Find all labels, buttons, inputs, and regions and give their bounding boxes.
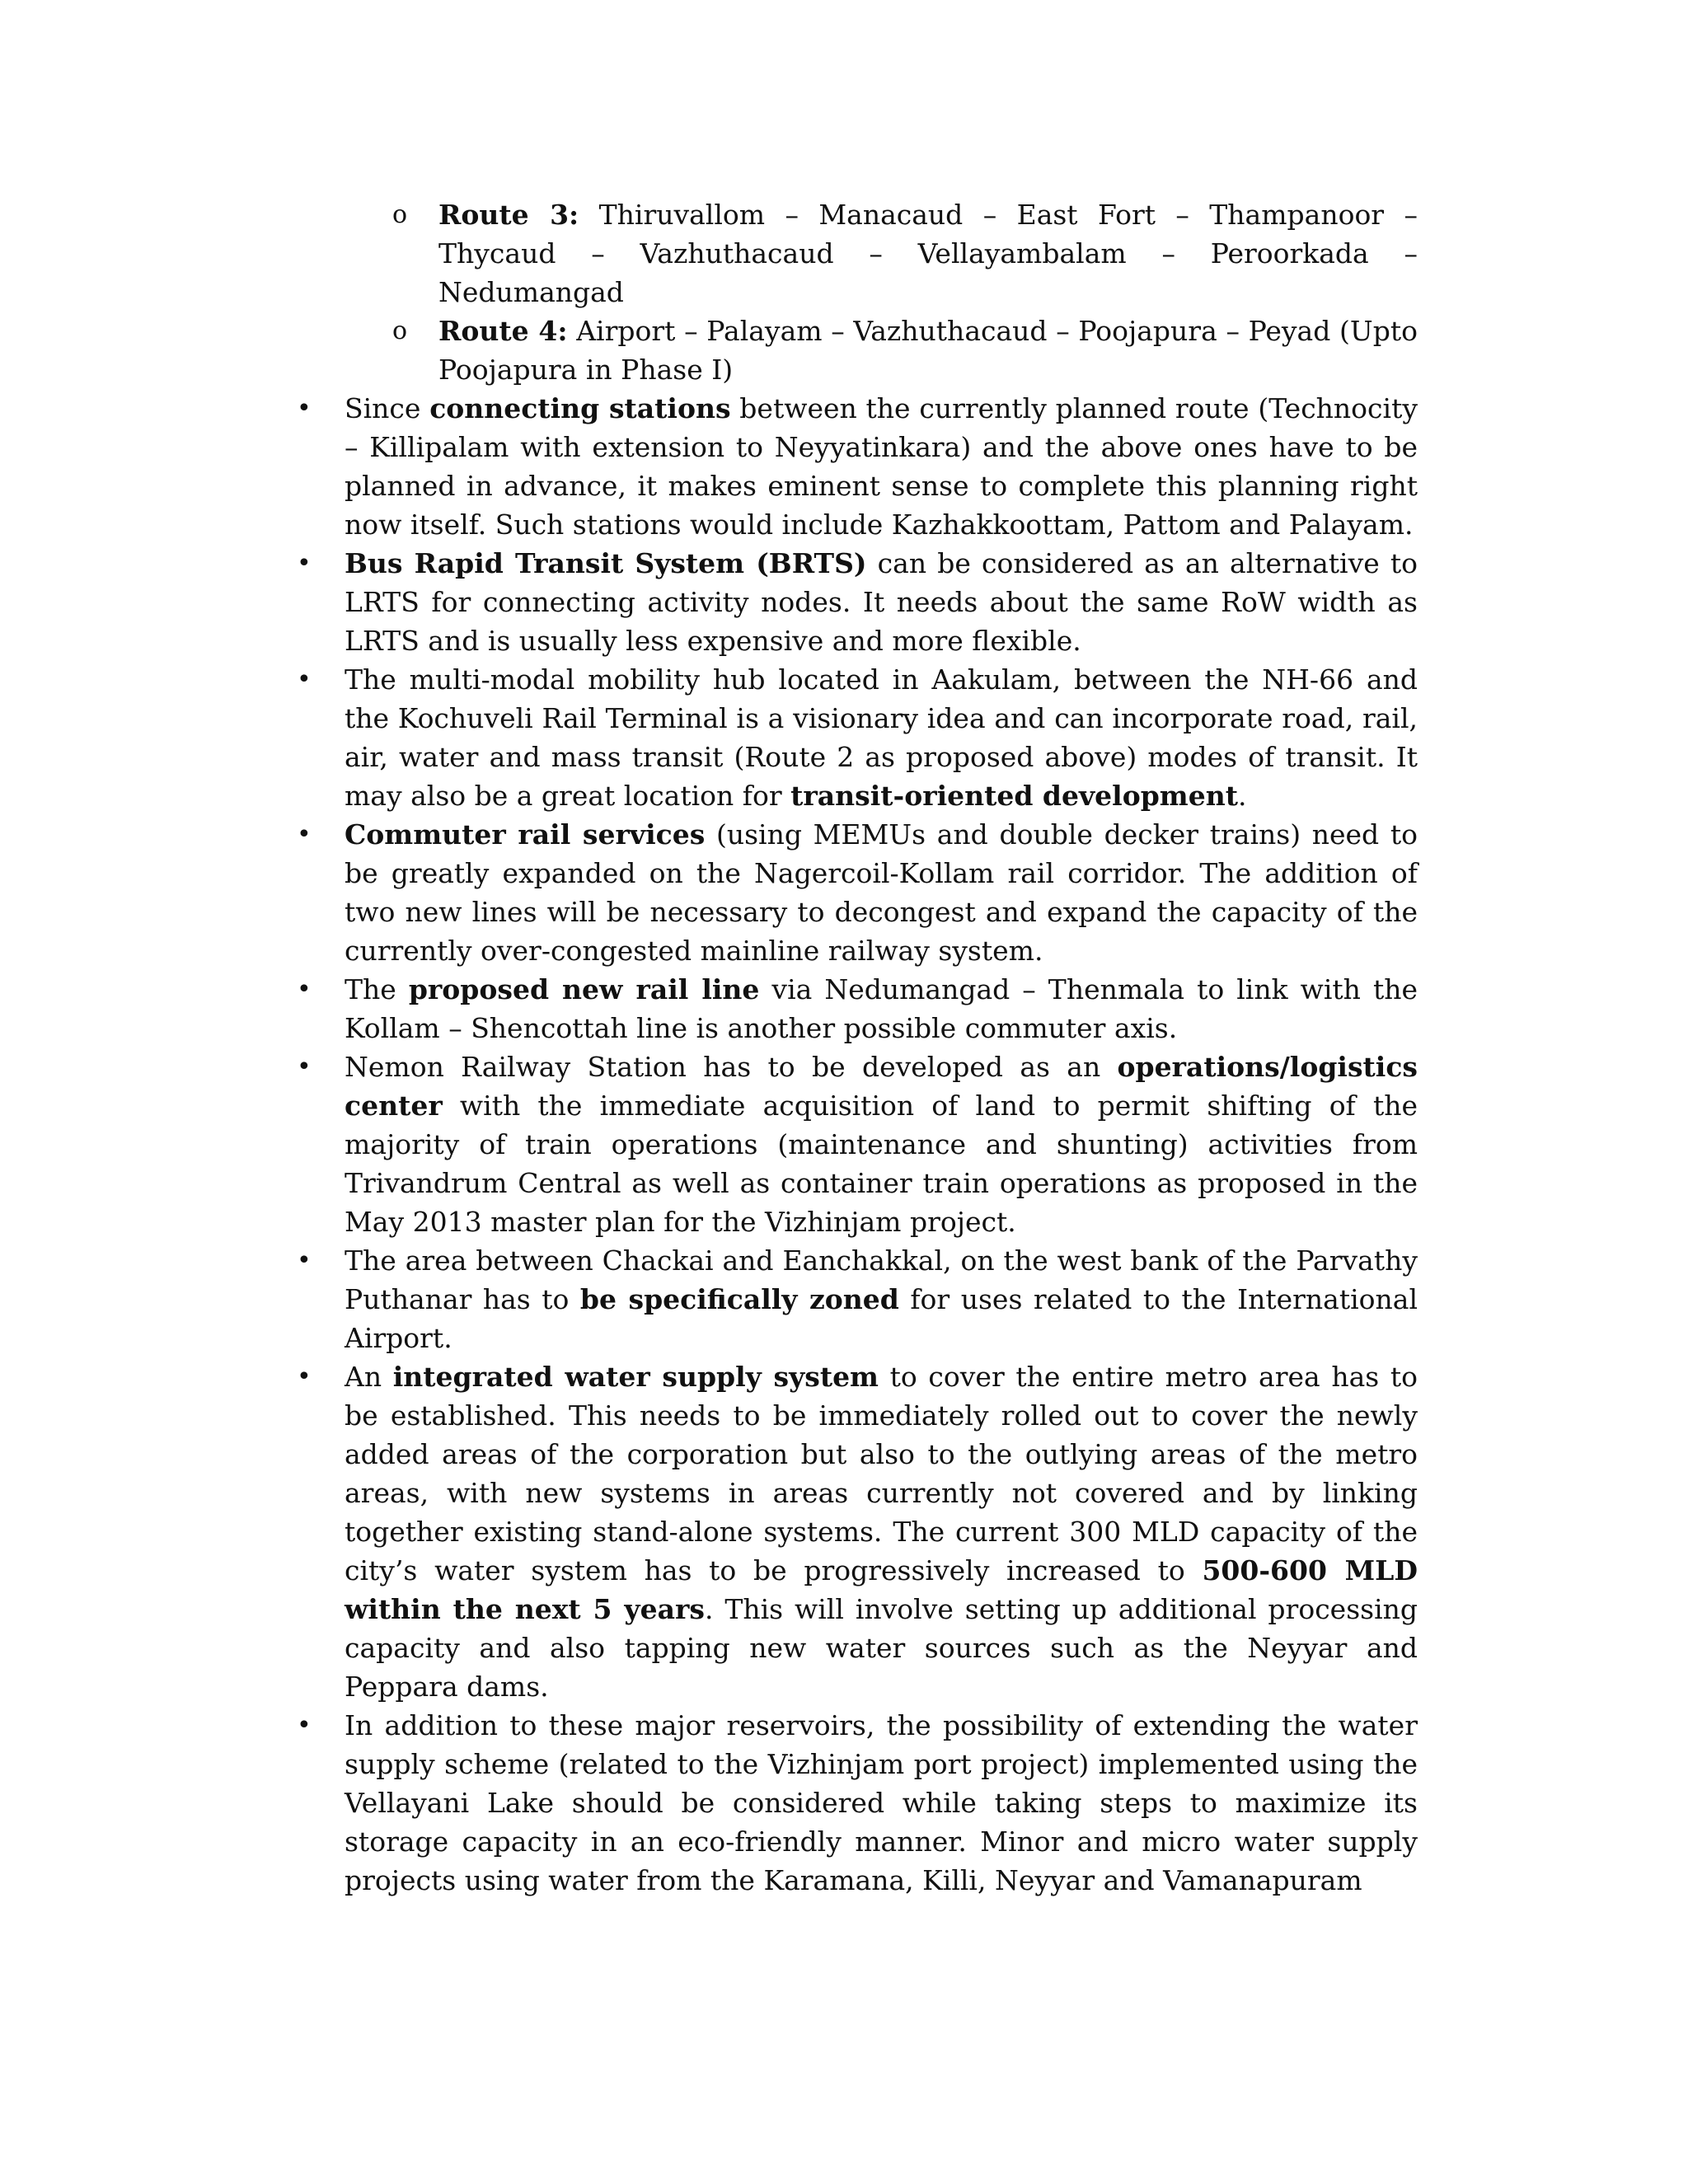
list-item-text: The area between Chackai and Eanchakkal, on the west bank of the Parvathy Puthanar has to bbox=[345, 1244, 1418, 1315]
bullet-icon: • bbox=[297, 1246, 312, 1275]
list-item-new-rail-line bbox=[297, 970, 1418, 1047]
list-item-emphasis: operations/logistics center bbox=[345, 1051, 1418, 1122]
list-item-emphasis: 500-600 MLD within the next 5 years bbox=[345, 1554, 1418, 1625]
list-item-text: The bbox=[345, 973, 409, 1005]
list-item-emphasis: Bus Rapid Transit System (BRTS) bbox=[345, 547, 867, 579]
route-3-text: Thiruvallom – Manacaud – East Fort – Thampanoor – Thycaud – Vazhuthacaud – Vellayambalam – Peroorkada – Nedumangad bbox=[438, 199, 1418, 308]
list-item-emphasis: be specifically zoned bbox=[579, 1283, 899, 1315]
bullet-icon: • bbox=[297, 1052, 312, 1081]
route-3-label: Route 3: bbox=[438, 199, 579, 231]
list-item-emphasis: proposed new rail line bbox=[408, 973, 760, 1005]
list-item-text: for uses related to the International Airport. bbox=[345, 1283, 1418, 1354]
list-item-text: In addition to these major reservoirs, the possibility of extending the water supply scheme (related to the Vizhinjam port project) implemented using the Vellayani Lake should be considered while taking steps to maximize its storage capacity in an eco-friendly manner. Minor and micro water supply projects using water from the Karamana, Killi, Neyyar and Vamanapuram bbox=[345, 1709, 1418, 1896]
route-list bbox=[298, 195, 1418, 389]
list-item-text: Since bbox=[345, 392, 430, 424]
list-item-text: . This will involve setting up additional processing capacity and also tapping new water sources such as the Neyyar and Peppara dams. bbox=[345, 1593, 1418, 1703]
list-item-text: The multi-modal mobility hub located in Aakulam, between the NH-66 and the Kochuveli Rail Terminal is a visionary idea and can incorporate road, rail, air, water and mass transit (Route 2 as proposed above) modes of transit. It may also be a great location for bbox=[345, 663, 1418, 812]
list-item-reservoirs bbox=[297, 1706, 1418, 1900]
list-item-text: with the immediate acquisition of land to permit shifting of the majority of train operations (maintenance and shunting) activities from Trivandrum Central as well as container train operations as proposed in the May 2013 master plan for the Vizhinjam project. bbox=[345, 1090, 1418, 1238]
list-item-text: via Nedumangad – Thenmala to link with the Kollam – Shencottah line is another possible commuter axis. bbox=[345, 973, 1418, 1044]
bullet-icon: • bbox=[297, 394, 312, 423]
list-item-emphasis: connecting stations bbox=[429, 392, 731, 424]
list-item-emphasis: Commuter rail services bbox=[345, 818, 706, 851]
list-item-connecting-stations bbox=[297, 389, 1418, 544]
list-item-text: (using MEMUs and double decker trains) need to be greatly expanded on the Nagercoil-Kollam rail corridor. The addition of two new lines will be necessary to decongest and expand the capacity of the currently over-congested mainline railway system. bbox=[345, 818, 1418, 967]
list-item-airport-zoning bbox=[297, 1241, 1418, 1357]
bullet-icon: • bbox=[297, 820, 312, 849]
list-item-text: An bbox=[345, 1361, 393, 1393]
list-item-text: between the currently planned route (Technocity – Killipalam with extension to Neyyatinkara) and the above ones have to be planned in advance, it makes eminent sense to complete this planning right now itself. Such stations would include Kazhakkoottam, Pattom and Palayam. bbox=[345, 392, 1418, 541]
route-4-text: Airport – Palayam – Vazhuthacaud – Poojapura – Peyad (Upto Poojapura in Phase I) bbox=[438, 315, 1418, 386]
list-item-water-supply bbox=[297, 1357, 1418, 1706]
bullet-icon: • bbox=[297, 665, 312, 694]
list-item-text: . bbox=[1237, 780, 1247, 812]
list-item-commuter-rail bbox=[297, 815, 1418, 970]
route-4-label: Route 4: bbox=[438, 315, 568, 347]
circle-bullet-icon: o bbox=[392, 200, 408, 229]
list-item-mobility-hub bbox=[297, 660, 1418, 815]
list-item-brts bbox=[297, 544, 1418, 660]
list-item-nemon-station bbox=[297, 1047, 1418, 1241]
route-4-item bbox=[392, 312, 1418, 389]
list-item-text: to cover the entire metro area has to be established. This needs to be immediately rolled out to cover the newly added areas of the corporation but also to the outlying areas of the metro areas, with new systems in areas currently not covered and by linking together existing stand-alone systems. The current 300 MLD capacity of the city’s water system has to be progressively increased to bbox=[345, 1361, 1418, 1586]
bullet-icon: • bbox=[297, 1711, 312, 1740]
bullet-icon: • bbox=[297, 549, 312, 578]
list-item-text: can be considered as an alternative to LRTS for connecting activity nodes. It needs about the same RoW width as LRTS and is usually less expensive and more flexible. bbox=[345, 547, 1418, 657]
bullet-icon: • bbox=[297, 975, 312, 1004]
list-item-text: Nemon Railway Station has to be developed as an bbox=[345, 1051, 1118, 1083]
list-item-emphasis: integrated water supply system bbox=[392, 1361, 879, 1393]
circle-bullet-icon: o bbox=[392, 316, 408, 345]
list-item-emphasis: transit-oriented development bbox=[790, 780, 1238, 812]
bullet-icon: • bbox=[297, 1362, 312, 1391]
route-3-item bbox=[392, 195, 1418, 312]
document-body bbox=[298, 195, 1418, 1900]
recommendation-list bbox=[298, 389, 1418, 1900]
